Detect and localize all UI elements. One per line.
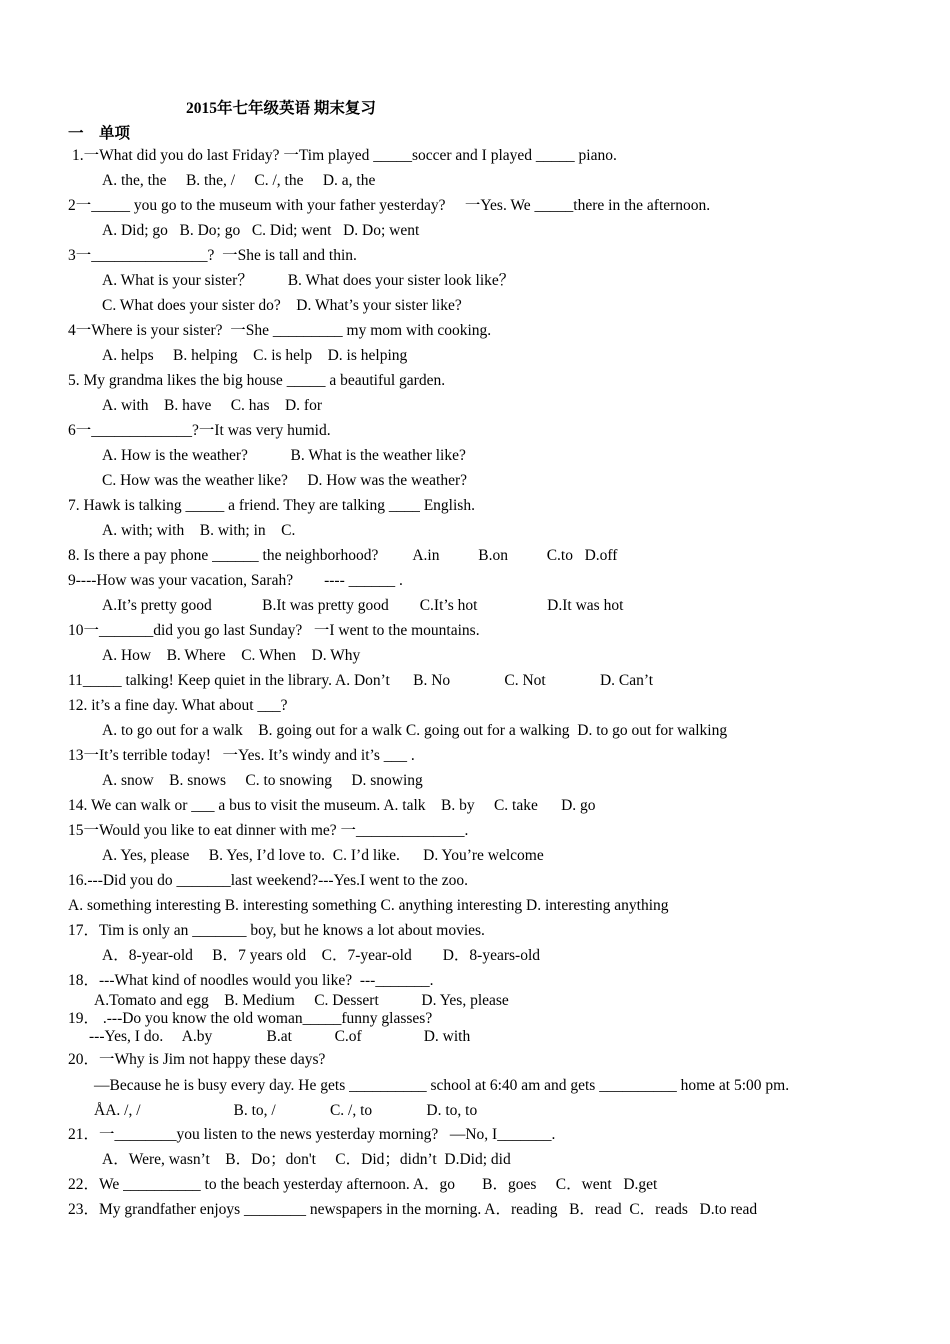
- document-line: —Because he is busy every day. He gets __________ school at 6:40 am and gets __________ home at 5:00 pm.: [94, 1077, 790, 1094]
- document-line: A. How B. Where C. When D. Why: [102, 647, 361, 664]
- document-line: 14. We can walk or ___ a bus to visit the museum. A. talk B. by C. take D. go: [68, 797, 596, 814]
- document-line: A. the, the B. the, / C. /, the D. a, the: [102, 172, 376, 189]
- document-line: 9----How was your vacation, Sarah? ---- ______ .: [68, 572, 403, 589]
- document-line: 18．---What kind of noodles would you like? ---_______.: [68, 972, 434, 989]
- document-line: 20．一Why is Jim not happy these days?: [68, 1051, 326, 1068]
- document-line: 3一_______________? 一She is tall and thin.: [68, 247, 357, 264]
- document-line: 13一It’s terrible today! 一Yes. It’s windy and it’s ___ .: [68, 747, 415, 764]
- document-line: 12. it’s a fine day. What about ___?: [68, 697, 288, 714]
- document-line: ---Yes, I do. A.by B.at C.of D. with: [89, 1028, 471, 1045]
- document-line: 1.一What did you do last Friday? 一Tim played _____soccer and I played _____ piano.: [72, 147, 617, 164]
- document-line: A. with B. have C. has D. for: [102, 397, 322, 414]
- document-line: 2一_____ you go to the museum with your father yesterday? 一Yes. We _____there in the afternoon.: [68, 197, 711, 214]
- document-line: A. Did; go B. Do; go C. Did; went D. Do; went: [102, 222, 420, 239]
- section-heading: 一 单项: [68, 125, 131, 142]
- document-line: A. How is the weather? B. What is the weather like?: [102, 447, 466, 464]
- document-line: 16.---Did you do _______last weekend?---Yes.I went to the zoo.: [68, 872, 469, 889]
- document-line: 19． .---Do you know the old woman_____funny glasses?: [68, 1010, 433, 1027]
- document-line: A. Yes, please B. Yes, I’d love to. C. I’d like. D. You’re welcome: [102, 847, 544, 864]
- document-line: A. snow B. snows C. to snowing D. snowing: [102, 772, 423, 789]
- document-line: ÅA. /, / B. to, / C. /, to D. to, to: [94, 1102, 478, 1119]
- document-line: A．8-year-old B．7 years old C．7-year-old D．8-years-old: [102, 947, 541, 964]
- document-line: 4一Where is your sister? 一She _________ my mom with cooking.: [68, 322, 492, 339]
- document-line: C. What does your sister do? D. What’s your sister like?: [102, 297, 462, 314]
- document-line: 10一_______did you go last Sunday? 一I went to the mountains.: [68, 622, 480, 639]
- document-line: A. to go out for a walk B. going out for a walk C. going out for a walking D. to go out for walking: [102, 722, 728, 739]
- document-line: A. helps B. helping C. is help D. is helping: [102, 347, 408, 364]
- document-line: 6一_____________?一It was very humid.: [68, 422, 331, 439]
- document-line: 15一Would you like to eat dinner with me? 一______________.: [68, 822, 469, 839]
- document-title: 2015年七年级英语 期末复习: [186, 100, 376, 117]
- document-line: A.It’s pretty good B.It was pretty good C.It’s hot D.It was hot: [102, 597, 624, 614]
- document-line: A. something interesting B. interesting something C. anything interesting D. interesting anything: [68, 897, 669, 914]
- document-line: C. How was the weather like? D. How was the weather?: [102, 472, 467, 489]
- document-line: 8. Is there a pay phone ______ the neighborhood? A.in B.on C.to D.off: [68, 547, 618, 564]
- document-line: 22．We __________ to the beach yesterday afternoon. A．go B．goes C．went D.get: [68, 1176, 658, 1193]
- document-line: 17．Tim is only an _______ boy, but he knows a lot about movies.: [68, 922, 485, 939]
- document-line: 5. My grandma likes the big house _____ a beautiful garden.: [68, 372, 446, 389]
- document-line: 11_____ talking! Keep quiet in the library. A. Don’t B. No C. Not D. Can’t: [68, 672, 654, 689]
- document-line: A. with; with B. with; in C.: [102, 522, 296, 539]
- document-line: A.Tomato and egg B. Medium C. Dessert D. Yes, please: [94, 992, 509, 1009]
- document-line: 23．My grandfather enjoys ________ newspapers in the morning. A．reading B．read C．reads D.to read: [68, 1201, 758, 1218]
- document-line: A．Were, wasn’t B．Do；don't C．Did；didn’t D.Did; did: [102, 1151, 511, 1168]
- document-line: 21．一________you listen to the news yesterday morning? —No, I_______.: [68, 1126, 556, 1143]
- document-line: 7. Hawk is talking _____ a friend. They are talking ____ English.: [68, 497, 475, 514]
- document-line: A. What is your sister？ B. What does your sister look like？: [102, 272, 515, 289]
